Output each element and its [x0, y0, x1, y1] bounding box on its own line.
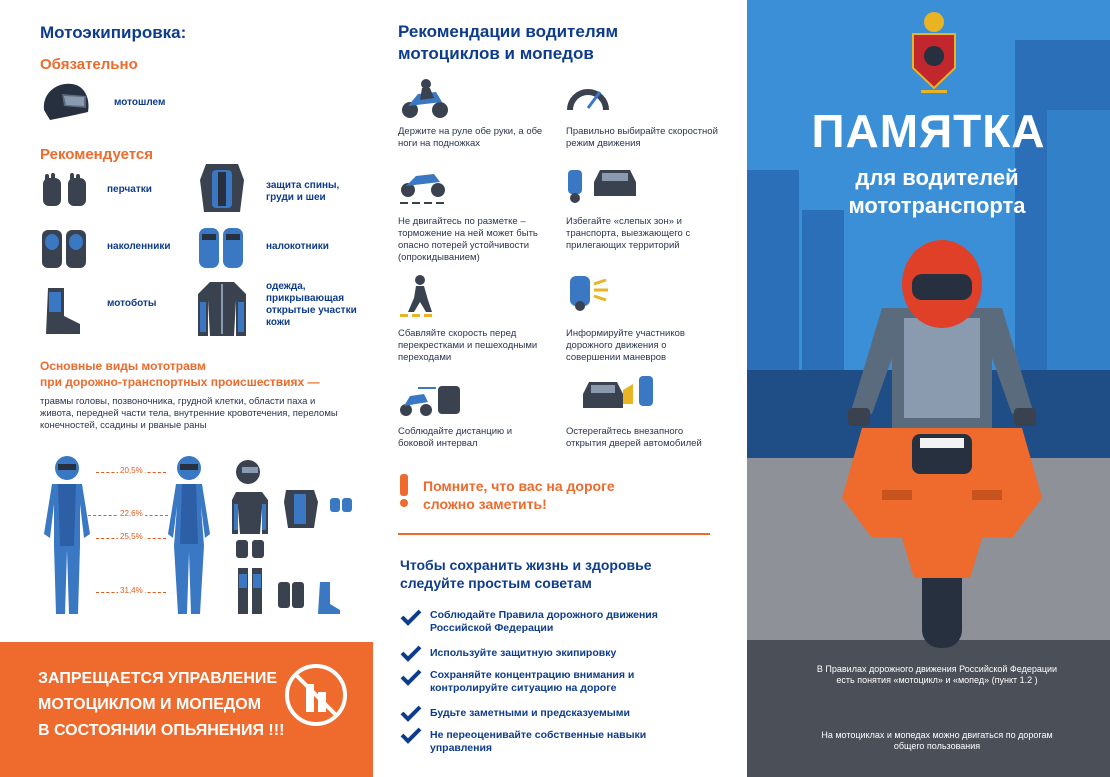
tip-2: Используйте защитную экипировку	[430, 647, 617, 659]
cover-subtitle	[747, 164, 1110, 220]
banner-line1: ЗАПРЕЩАЕТСЯ УПРАВЛЕНИЕ	[38, 670, 278, 687]
tip-3: Сохраняйте концентрацию внимания и контролируйте ситуацию на дороге	[430, 669, 635, 694]
cover-note-2: На мотоциклах и мопедах можно двигаться по дорогам общего пользования	[821, 730, 1053, 751]
no-alcohol-icon	[283, 662, 349, 728]
recommendations-title-line2: мотоциклов и мопедов	[398, 44, 594, 63]
check-icon	[400, 668, 422, 686]
rec-2: Правильно выбирайте скоростной режим движения	[566, 126, 718, 149]
rec-1: Держите на руле обе руки, а обе ноги на подножках	[398, 126, 543, 149]
rider-hands-icon	[398, 78, 452, 120]
distance-icon	[398, 380, 462, 418]
banner-line2: МОТОЦИКЛОМ И МОПЕДОМ	[38, 696, 262, 713]
rec-5: Сбавляйте скорость перед перекрестками и пешеходными переходами	[398, 328, 538, 363]
injuries-heading-line1: Основные виды мототравм	[40, 359, 206, 373]
gloves-icon	[40, 172, 90, 210]
pct-head: 20,5%	[120, 466, 143, 475]
cover-panel	[747, 0, 1110, 777]
rec-4: Избегайте «слепых зон» и транспорта, выезжающего с прилегающих территорий	[566, 216, 691, 251]
alcohol-ban-banner	[0, 642, 373, 777]
rec-3: Не двигайтесь по разметке – торможение на ней может быть опасно потерей устойчивости (опрокидыванием)	[398, 216, 538, 263]
jacket-icon	[196, 280, 248, 338]
tips-title-line1: Чтобы сохранить жизнь и здоровье	[400, 557, 652, 573]
knee-pads-icon	[40, 226, 88, 270]
male-rider-figure	[38, 454, 96, 618]
rec-8: Остерегайтесь внезапного открытия дверей автомобилей	[566, 426, 702, 449]
motorcyclist-illustration	[842, 238, 1042, 658]
boots-label: мотоботы	[107, 298, 157, 309]
gear-set-icon	[232, 458, 352, 618]
turn-signal-icon	[566, 272, 616, 312]
mandatory-heading: Обязательно	[40, 56, 138, 73]
injuries-heading	[40, 358, 320, 390]
recommendations-title-line1: Рекомендации водителям	[398, 22, 619, 41]
cover-title: ПАМЯТКА	[811, 105, 1046, 157]
exclamation-icon	[398, 472, 410, 508]
back-protector-icon	[196, 160, 248, 214]
tips-list	[400, 608, 720, 768]
blind-spot-icon	[566, 164, 640, 204]
tips-title	[400, 556, 652, 592]
clothing-label: одежда, прикрывающая открытые участки кожи	[266, 281, 357, 328]
helmet-icon	[40, 80, 92, 124]
pct-abdomen: 25,5%	[120, 532, 143, 541]
boots-icon	[40, 286, 84, 336]
injuries-text: травмы головы, позвоночника, грудной клетки, области паха и живота, передней части тела, внутренние кровотечения, переломы конечностей, ссадины и рваные раны	[40, 396, 338, 431]
cover-subtitle-line1: для водителей	[855, 165, 1019, 190]
check-icon	[400, 704, 422, 722]
divider	[398, 533, 710, 535]
recommended-heading: Рекомендуется	[40, 146, 153, 163]
police-emblem-icon	[907, 8, 961, 94]
speedometer-icon	[566, 78, 610, 114]
check-icon	[400, 608, 422, 626]
tip-4: Будьте заметными и предсказуемыми	[430, 707, 630, 719]
elbow-pads-icon	[196, 224, 246, 272]
pct-limbs: 31,4%	[120, 586, 143, 595]
warning-line1: Помните, что вас на дороге	[423, 478, 615, 494]
rec-6: Информируйте участников дорожного движения о совершении маневров	[566, 328, 685, 363]
elbow-pads-label: налокотники	[266, 241, 329, 252]
warning-text	[423, 477, 615, 513]
equipment-panel	[0, 0, 373, 777]
female-rider-figure	[160, 454, 218, 618]
banner-text	[38, 666, 284, 744]
warning-line2: сложно заметить!	[423, 496, 547, 512]
road-marking-icon	[398, 166, 448, 206]
recommendations-title	[398, 21, 618, 65]
equipment-title: Мотоэкипировка:	[40, 23, 187, 42]
cover-subtitle-line2: мототранспорта	[848, 193, 1026, 218]
tips-title-line2: следуйте простым советам	[400, 575, 592, 591]
gloves-label: перчатки	[107, 184, 152, 195]
pct-chest: 22,6%	[120, 509, 143, 518]
knee-pads-label: наколенники	[107, 241, 171, 252]
banner-line3: В СОСТОЯНИИ ОПЬЯНЕНИЯ !!!	[38, 722, 285, 739]
check-icon	[400, 726, 422, 744]
tip-1: Соблюдайте Правила дорожного движения Российской Федерации	[430, 609, 658, 634]
cover-note-1: В Правилах дорожного движения Российской Федерации есть понятия «мотоцикл» и «мопед» (пункт 1.2 )	[816, 664, 1058, 685]
recommendations-panel	[373, 0, 747, 777]
tip-5: Не переоценивайте собственные навыки управления	[430, 729, 647, 754]
check-icon	[400, 644, 422, 662]
injuries-heading-line2: при дорожно-транспортных происшествиях —	[40, 375, 320, 389]
rec-7: Соблюдайте дистанцию и боковой интервал	[398, 426, 513, 449]
crosswalk-icon	[398, 274, 442, 318]
door-opening-icon	[581, 372, 657, 416]
back-protection-label: защита спины, груди и шеи	[266, 180, 340, 203]
helmet-label: мотошлем	[114, 97, 166, 108]
